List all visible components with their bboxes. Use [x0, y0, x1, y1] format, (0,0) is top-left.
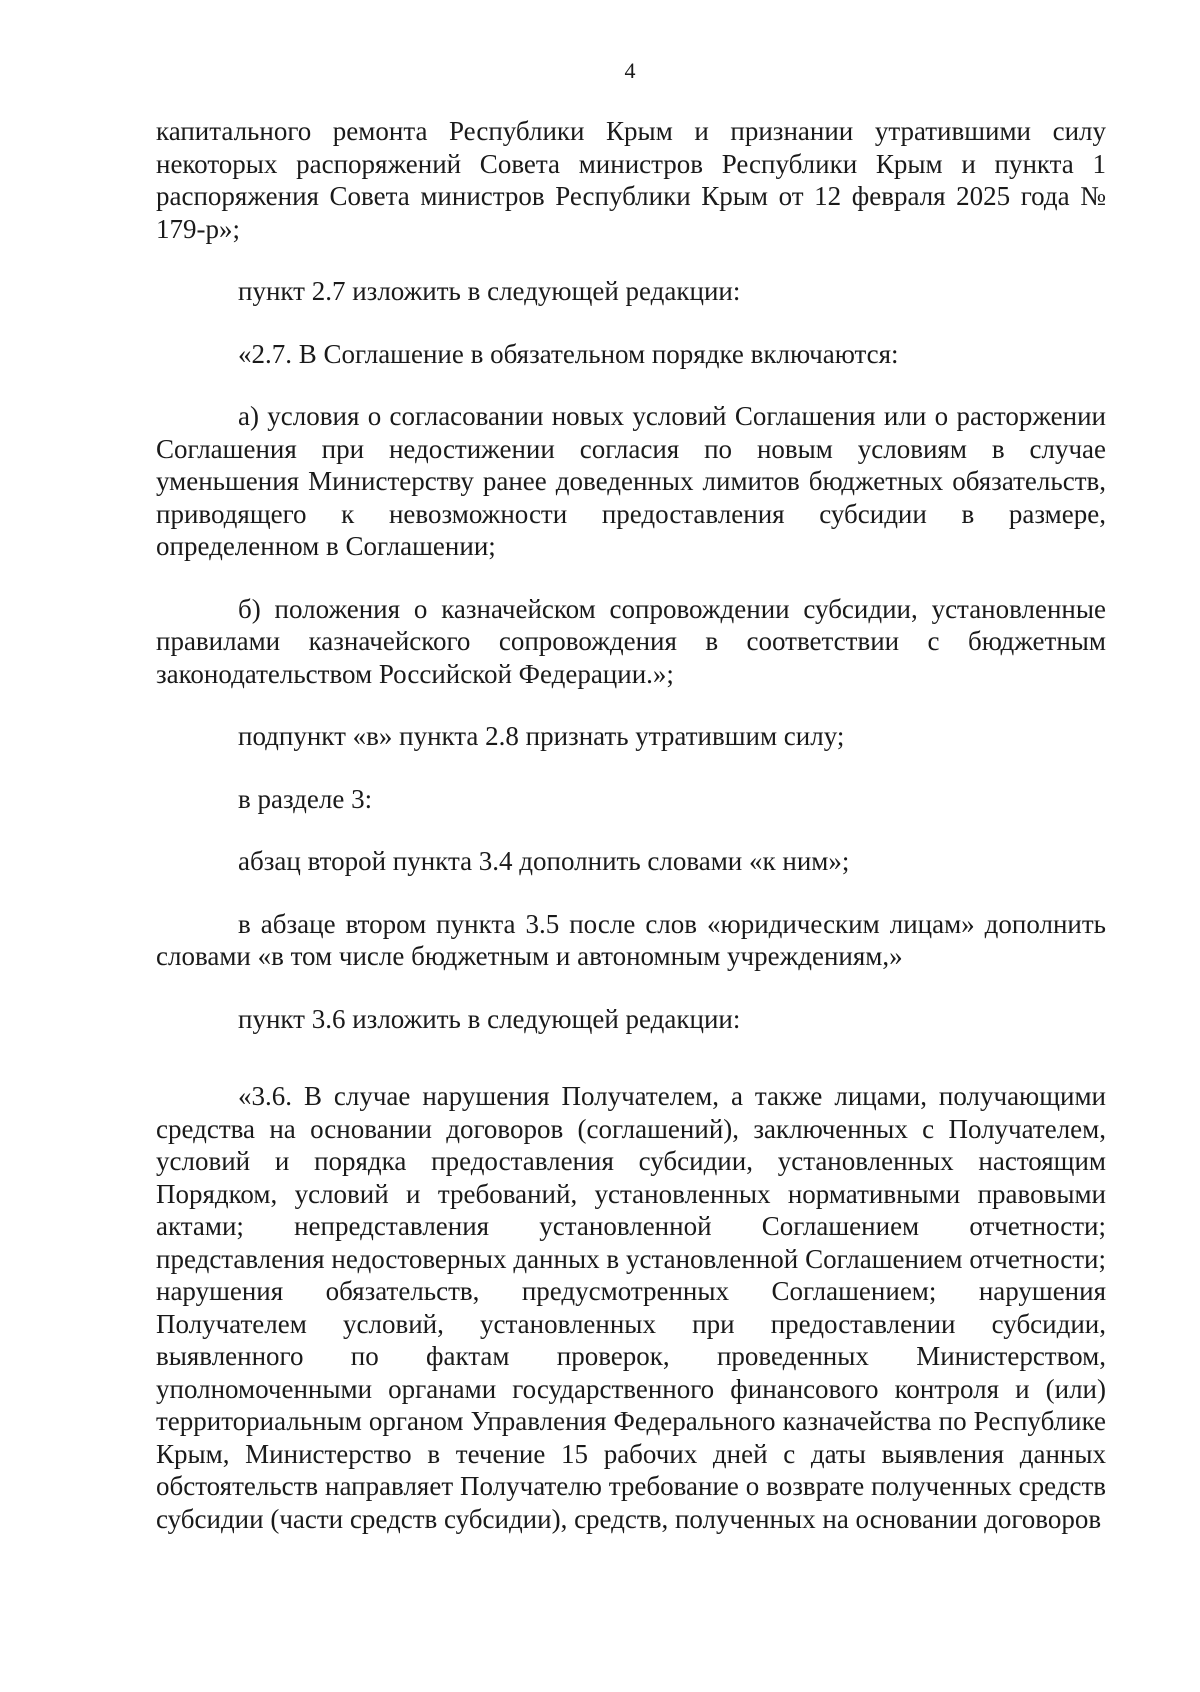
page-number: 4 — [624, 58, 636, 83]
paragraph-continuation: капитального ремонта Республики Крым и признании утратившими силу некоторых распоряжений Совета министров Республики Крым и пункта 1 распоряжения Совета министров Республики Крым от 12 февраля 2025 года № 179-р»; — [156, 116, 1106, 244]
paragraph-subitem-b: б) положения о казначейском сопровождении субсидии, установленные правилами казначейского сопровождения в соответствии с бюджетным законодательством Российской Федерации.»; — [156, 593, 1106, 689]
paragraph-section-3: в разделе 3: — [238, 783, 373, 814]
paragraph-item-3-5: в абзаце втором пункта 3.5 после слов «юридическим лицам» дополнить словами «в том числе бюджетным и автономным учреждениям,» — [156, 908, 1106, 971]
paragraph-subitem-a: а) условия о согласовании новых условий Соглашения или о расторжении Соглашения при недостижении согласия по новым условиям в случае уменьшения Министерству ранее доведенных лимитов бюджетных обязательств, приводящего к невозможности предоставления субсидии в размере, определенном в Соглашении; — [156, 401, 1106, 561]
paragraph-item-2-8: подпункт «в» пункта 2.8 признать утратившим силу; — [238, 721, 845, 751]
document-body — [156, 115, 1106, 1535]
paragraph-item-3-4: абзац второй пункта 3.4 дополнить словами «к ним»; — [238, 846, 850, 876]
paragraph-item-3-6-instruction: пункт 3.6 изложить в следующей редакции: — [238, 1003, 741, 1034]
paragraph-item-3-6-text: «3.6. В случае нарушения Получателем, а также лицами, получающими средства на основании договоров (соглашений), заключенных с Получателем, условий и порядка предоставления субсидии, установленных настоящим Порядком, условий и требований, установленных нормативными правовыми актами; непредставления установленной Соглашением отчетности; представления недостоверных данных в установленной Соглашением отчетности; нарушения обязательств, предусмотренных Соглашением; нарушения Получателем условий, установленных при предоставлении субсидии, выявленного по фактам проверок, проведенных Министерством, уполномоченными органами государственного финансового контроля и (или) территориальным органом Управления Федерального казначейства по Республике Крым, Министерство в течение 15 рабочих дней с даты выявления данных обстоятельств направляет Получателю требование о возврате полученных средств субсидии (части средств субсидии), средств, полученных на основании договоров — [156, 1081, 1106, 1534]
paragraph-item-2-7-instruction: пункт 2.7 изложить в следующей редакции: — [238, 276, 741, 306]
paragraph-item-2-7-text: «2.7. В Соглашение в обязательном порядке включаются: — [238, 338, 899, 369]
